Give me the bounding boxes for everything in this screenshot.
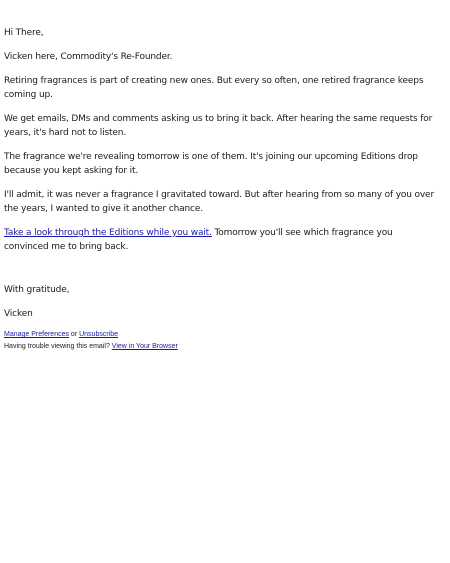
email-footer — [4, 329, 436, 353]
trouble-viewing-text: Having trouble viewing this email? — [4, 343, 112, 350]
paragraph-requests: We get emails, DMs and comments asking us to bring it back. After hearing the same requests for years, it's hard not to listen. — [4, 114, 433, 138]
footer-trouble-line — [4, 341, 436, 353]
editions-link[interactable]: Take a look through the Editions while you wait. — [4, 228, 212, 238]
signature: Vicken — [4, 309, 33, 319]
paragraph-admission: I'll admit, it was never a fragrance I gravitated toward. But after hearing from so many of you over the years, I wanted to give it another chance. — [4, 190, 434, 214]
email-body — [4, 26, 436, 331]
view-in-browser-link[interactable]: View in Your Browser — [111, 343, 178, 350]
unsubscribe-link[interactable]: Unsubscribe — [79, 331, 119, 338]
greeting: Hi There, — [4, 28, 44, 38]
cta-rest-text: Tomorrow you'll see which fragrance you convinced me to bring back. — [4, 228, 393, 252]
manage-preferences-link[interactable]: Manage Preferences — [4, 331, 69, 338]
footer-or-text: or — [68, 331, 80, 338]
intro-line: Vicken here, Commodity's Re-Founder. — [4, 52, 173, 62]
signoff: With gratitude, — [4, 285, 70, 295]
paragraph-retiring: Retiring fragrances is part of creating new ones. But every so often, one retired fragrance keeps coming up. — [4, 76, 424, 100]
paragraph-reveal: The fragrance we're revealing tomorrow is one of them. It's joining our upcoming Editions drop because you kept asking for it. — [4, 152, 418, 176]
cta-paragraph — [4, 226, 436, 254]
footer-preferences-line — [4, 329, 436, 341]
